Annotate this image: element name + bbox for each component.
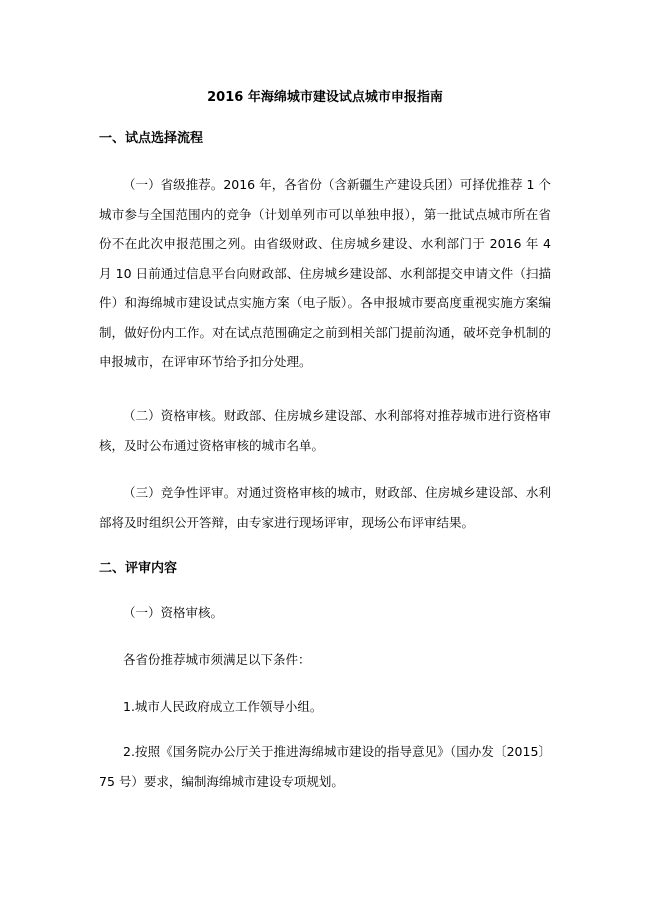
- paragraph-provincial-recommendation: （一）省级推荐。2016 年，各省份（含新疆生产建设兵团）可择优推荐 1 个城市参与全国范围内的竞争（计划单列市可以单独申报），第一批试点城市所在省份不在此次申报范围之列。由省级财政、住房城乡建设、水利部门于 2016 年 4 月 10 日前通过信息平台向财政部、住房城乡建设部、水利部提交申请文件（扫描件）和海绵城市建设试点实施方案（电子版）。各申报城市要高度重视实施方案编制，做好份内工作。对在试点范围确定之前到相关部门提前沟通，破坏竞争机制的申报城市，在评审环节给予扣分处理。: [99, 177, 551, 369]
- paragraph-qualification-subheading: （一）资格审核。: [123, 605, 224, 620]
- document-title: 2016 年海绵城市建设试点城市申报指南: [207, 90, 443, 105]
- paragraph-condition-2: 2.按照《国务院办公厅关于推进海绵城市建设的指导意见》（国办发〔2015〕75 号）要求，编制海绵城市建设专项规划。: [99, 744, 551, 789]
- paragraph-conditions-intro: 各省份推荐城市须满足以下条件：: [123, 652, 311, 667]
- section-heading-review-content: 二、评审内容: [99, 561, 178, 576]
- paragraph-qualification-review: （二）资格审核。财政部、住房城乡建设部、水利部将对推荐城市进行资格审核，及时公布通过资格审核的城市名单。: [99, 408, 551, 453]
- paragraph-competitive-review: （三）竞争性评审。对通过资格审核的城市，财政部、住房城乡建设部、水利部将及时组织公开答辩，由专家进行现场评审，现场公布评审结果。: [99, 485, 551, 530]
- paragraph-condition-1: 1.城市人民政府成立工作领导小组。: [123, 699, 323, 714]
- section-heading-selection-process: 一、试点选择流程: [99, 131, 204, 146]
